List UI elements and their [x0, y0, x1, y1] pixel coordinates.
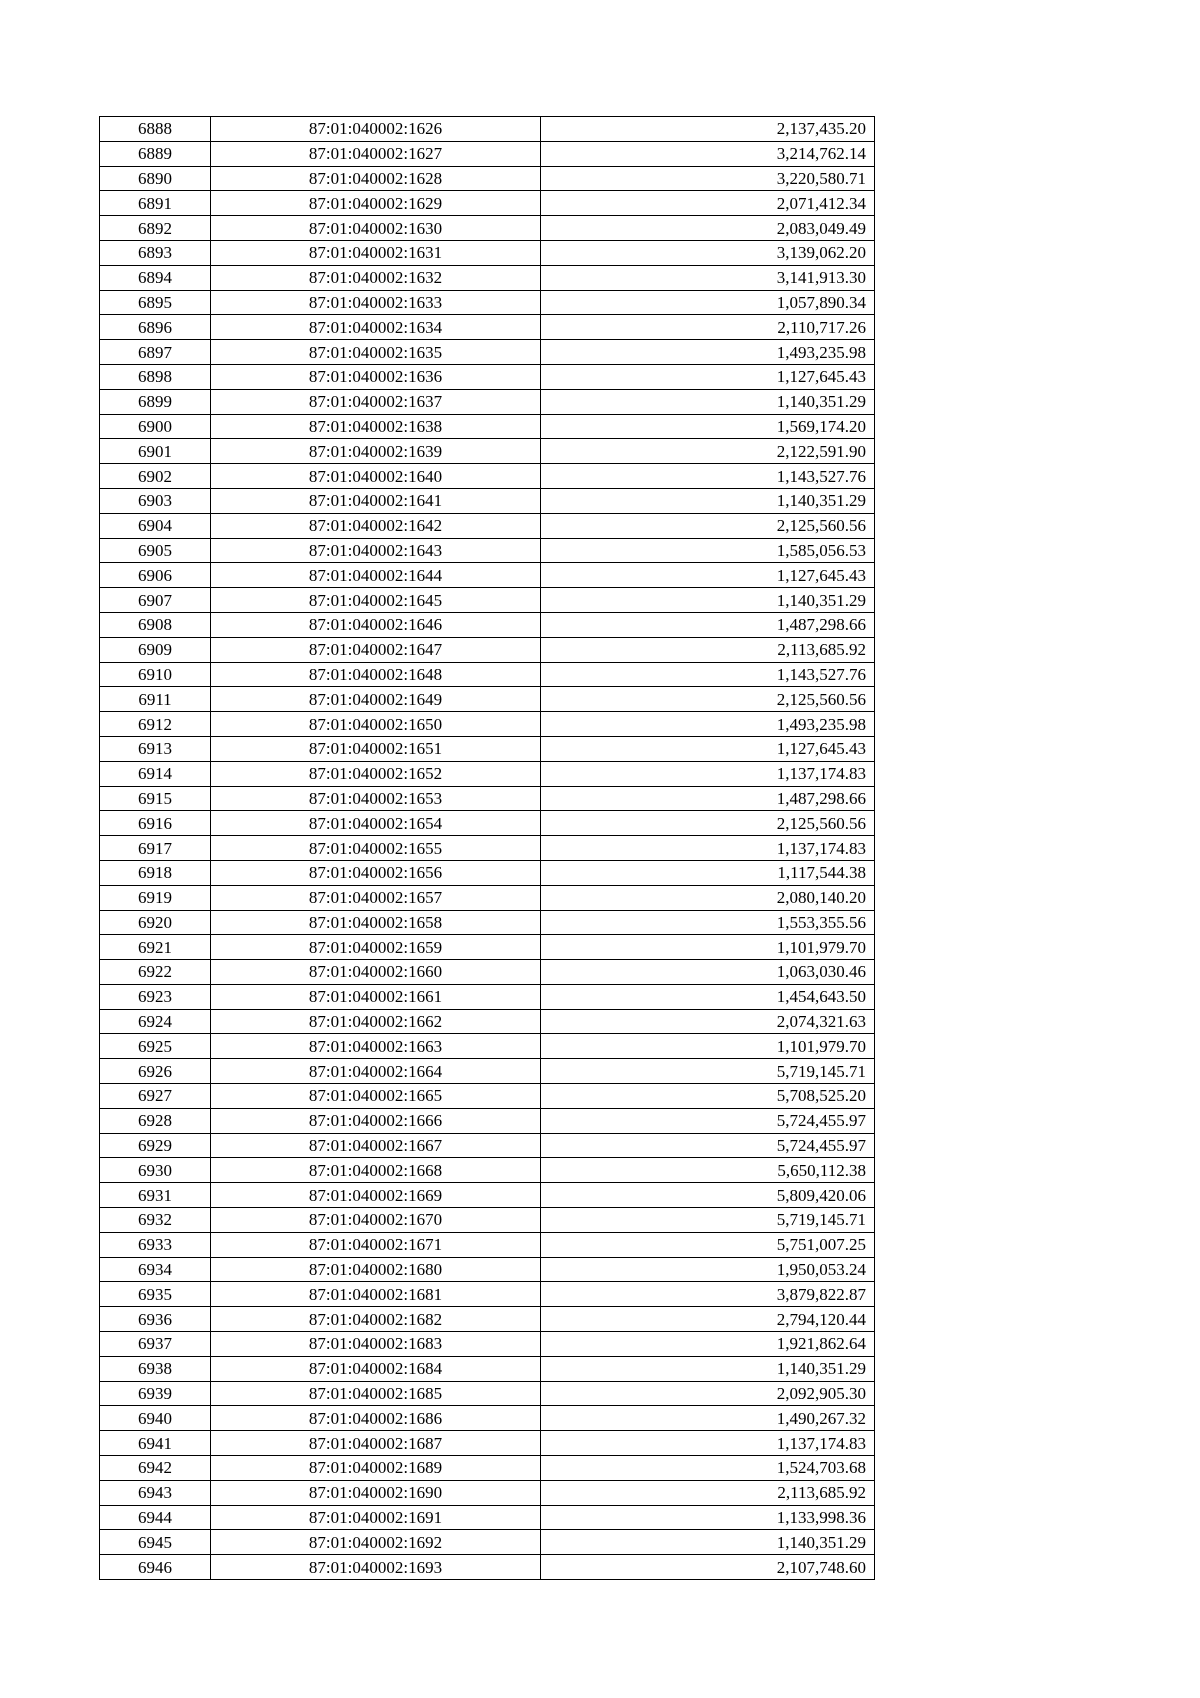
table-row	[100, 315, 875, 340]
cadastral-value-cell: 2,125,560.56	[541, 513, 875, 538]
cadastral-value-cell: 1,127,645.43	[541, 364, 875, 389]
table-row	[100, 1257, 875, 1282]
cadastral-value-cell: 2,074,321.63	[541, 1009, 875, 1034]
cadastral-value-cell: 1,143,527.76	[541, 464, 875, 489]
row-number-cell: 6895	[100, 290, 211, 315]
cadastral-value-cell: 1,101,979.70	[541, 935, 875, 960]
row-number-cell: 6940	[100, 1406, 211, 1431]
row-number-cell: 6902	[100, 464, 211, 489]
row-number-cell: 6931	[100, 1183, 211, 1208]
cadastral-value-cell: 2,125,560.56	[541, 687, 875, 712]
cadastral-value-cell: 1,454,643.50	[541, 984, 875, 1009]
table-row	[100, 910, 875, 935]
cadastral-value-cell: 3,139,062.20	[541, 240, 875, 265]
row-number-cell: 6915	[100, 786, 211, 811]
cadastral-value-cell: 1,493,235.98	[541, 340, 875, 365]
cadastral-number-cell: 87:01:040002:1668	[211, 1158, 541, 1183]
cadastral-number-cell: 87:01:040002:1650	[211, 712, 541, 737]
cadastral-value-cell: 3,879,822.87	[541, 1282, 875, 1307]
cadastral-number-cell: 87:01:040002:1627	[211, 141, 541, 166]
cadastral-number-cell: 87:01:040002:1631	[211, 240, 541, 265]
table-row	[100, 612, 875, 637]
table-row	[100, 1158, 875, 1183]
cadastral-value-cell: 1,117,544.38	[541, 860, 875, 885]
table-row	[100, 1530, 875, 1555]
table-row	[100, 265, 875, 290]
row-number-cell: 6892	[100, 216, 211, 241]
row-number-cell: 6926	[100, 1059, 211, 1084]
row-number-cell: 6932	[100, 1208, 211, 1233]
table-row	[100, 1282, 875, 1307]
cadastral-value-cell: 1,524,703.68	[541, 1456, 875, 1481]
cadastral-number-cell: 87:01:040002:1655	[211, 836, 541, 861]
table-row	[100, 786, 875, 811]
row-number-cell: 6901	[100, 439, 211, 464]
row-number-cell: 6934	[100, 1257, 211, 1282]
table-row	[100, 662, 875, 687]
cadastral-number-cell: 87:01:040002:1665	[211, 1084, 541, 1109]
table-row	[100, 141, 875, 166]
row-number-cell: 6943	[100, 1480, 211, 1505]
table-row	[100, 1133, 875, 1158]
table-row	[100, 340, 875, 365]
table-row	[100, 513, 875, 538]
cadastral-number-cell: 87:01:040002:1646	[211, 612, 541, 637]
cadastral-number-cell: 87:01:040002:1638	[211, 414, 541, 439]
table-row	[100, 885, 875, 910]
cadastral-number-cell: 87:01:040002:1658	[211, 910, 541, 935]
cadastral-number-cell: 87:01:040002:1693	[211, 1555, 541, 1580]
table-row	[100, 588, 875, 613]
cadastral-value-cell: 5,724,455.97	[541, 1108, 875, 1133]
cadastral-value-cell: 2,080,140.20	[541, 885, 875, 910]
cadastral-value-cell: 2,107,748.60	[541, 1555, 875, 1580]
cadastral-value-cell: 1,133,998.36	[541, 1505, 875, 1530]
cadastral-value-cell: 1,490,267.32	[541, 1406, 875, 1431]
cadastral-value-cell: 5,719,145.71	[541, 1059, 875, 1084]
row-number-cell: 6899	[100, 389, 211, 414]
table-row	[100, 538, 875, 563]
row-number-cell: 6893	[100, 240, 211, 265]
table-row	[100, 1456, 875, 1481]
cadastral-value-cell: 5,809,420.06	[541, 1183, 875, 1208]
row-number-cell: 6910	[100, 662, 211, 687]
cadastral-value-cell: 2,794,120.44	[541, 1307, 875, 1332]
cadastral-number-cell: 87:01:040002:1656	[211, 860, 541, 885]
row-number-cell: 6929	[100, 1133, 211, 1158]
cadastral-number-cell: 87:01:040002:1626	[211, 117, 541, 142]
table-row	[100, 935, 875, 960]
cadastral-number-cell: 87:01:040002:1660	[211, 960, 541, 985]
table-row	[100, 1555, 875, 1580]
row-number-cell: 6936	[100, 1307, 211, 1332]
row-number-cell: 6914	[100, 761, 211, 786]
cadastral-number-cell: 87:01:040002:1659	[211, 935, 541, 960]
cadastral-number-cell: 87:01:040002:1636	[211, 364, 541, 389]
row-number-cell: 6938	[100, 1356, 211, 1381]
cadastral-number-cell: 87:01:040002:1653	[211, 786, 541, 811]
row-number-cell: 6946	[100, 1555, 211, 1580]
cadastral-value-cell: 2,137,435.20	[541, 117, 875, 142]
cadastral-value-cell: 1,127,645.43	[541, 736, 875, 761]
table-row	[100, 712, 875, 737]
table-row	[100, 1208, 875, 1233]
cadastral-value-cell: 1,140,351.29	[541, 588, 875, 613]
cadastral-number-cell: 87:01:040002:1682	[211, 1307, 541, 1332]
cadastral-value-cell: 5,724,455.97	[541, 1133, 875, 1158]
cadastral-number-cell: 87:01:040002:1651	[211, 736, 541, 761]
cadastral-number-cell: 87:01:040002:1642	[211, 513, 541, 538]
row-number-cell: 6941	[100, 1431, 211, 1456]
cadastral-value-cell: 1,140,351.29	[541, 389, 875, 414]
cadastral-value-cell: 5,751,007.25	[541, 1232, 875, 1257]
cadastral-number-cell: 87:01:040002:1657	[211, 885, 541, 910]
table-row	[100, 1431, 875, 1456]
cadastral-number-cell: 87:01:040002:1690	[211, 1480, 541, 1505]
cadastral-number-cell: 87:01:040002:1647	[211, 637, 541, 662]
row-number-cell: 6925	[100, 1034, 211, 1059]
cadastral-number-cell: 87:01:040002:1663	[211, 1034, 541, 1059]
cadastral-value-cell: 1,493,235.98	[541, 712, 875, 737]
table-row	[100, 736, 875, 761]
table-row	[100, 860, 875, 885]
cadastral-value-cell: 1,137,174.83	[541, 836, 875, 861]
cadastral-value-cell: 3,141,913.30	[541, 265, 875, 290]
cadastral-number-cell: 87:01:040002:1637	[211, 389, 541, 414]
row-number-cell: 6917	[100, 836, 211, 861]
table-row	[100, 1059, 875, 1084]
cadastral-number-cell: 87:01:040002:1630	[211, 216, 541, 241]
cadastral-value-cell: 2,113,685.92	[541, 1480, 875, 1505]
row-number-cell: 6906	[100, 563, 211, 588]
cadastral-number-cell: 87:01:040002:1670	[211, 1208, 541, 1233]
cadastral-value-cell: 1,585,056.53	[541, 538, 875, 563]
cadastral-number-cell: 87:01:040002:1664	[211, 1059, 541, 1084]
row-number-cell: 6896	[100, 315, 211, 340]
row-number-cell: 6913	[100, 736, 211, 761]
row-number-cell: 6942	[100, 1456, 211, 1481]
cadastral-number-cell: 87:01:040002:1687	[211, 1431, 541, 1456]
cadastral-number-cell: 87:01:040002:1654	[211, 811, 541, 836]
table-row	[100, 414, 875, 439]
cadastral-value-cell: 5,650,112.38	[541, 1158, 875, 1183]
cadastral-value-cell: 2,110,717.26	[541, 315, 875, 340]
row-number-cell: 6908	[100, 612, 211, 637]
cadastral-number-cell: 87:01:040002:1635	[211, 340, 541, 365]
cadastral-number-cell: 87:01:040002:1661	[211, 984, 541, 1009]
cadastral-number-cell: 87:01:040002:1667	[211, 1133, 541, 1158]
cadastral-number-cell: 87:01:040002:1632	[211, 265, 541, 290]
cadastral-value-cell: 2,122,591.90	[541, 439, 875, 464]
row-number-cell: 6897	[100, 340, 211, 365]
row-number-cell: 6900	[100, 414, 211, 439]
row-number-cell: 6924	[100, 1009, 211, 1034]
row-number-cell: 6889	[100, 141, 211, 166]
table-row	[100, 464, 875, 489]
row-number-cell: 6935	[100, 1282, 211, 1307]
cadastral-number-cell: 87:01:040002:1691	[211, 1505, 541, 1530]
table-row	[100, 761, 875, 786]
row-number-cell: 6928	[100, 1108, 211, 1133]
table-row	[100, 811, 875, 836]
cadastral-value-cell: 1,140,351.29	[541, 1530, 875, 1555]
table-row	[100, 836, 875, 861]
table-body	[100, 117, 875, 1580]
cadastral-number-cell: 87:01:040002:1639	[211, 439, 541, 464]
cadastral-number-cell: 87:01:040002:1692	[211, 1530, 541, 1555]
table-row	[100, 960, 875, 985]
table-row	[100, 488, 875, 513]
cadastral-value-cell: 2,083,049.49	[541, 216, 875, 241]
row-number-cell: 6944	[100, 1505, 211, 1530]
cadastral-number-cell: 87:01:040002:1689	[211, 1456, 541, 1481]
cadastral-number-cell: 87:01:040002:1633	[211, 290, 541, 315]
row-number-cell: 6945	[100, 1530, 211, 1555]
cadastral-number-cell: 87:01:040002:1648	[211, 662, 541, 687]
cadastral-number-cell: 87:01:040002:1640	[211, 464, 541, 489]
row-number-cell: 6923	[100, 984, 211, 1009]
cadastral-value-cell: 3,214,762.14	[541, 141, 875, 166]
table-row	[100, 1332, 875, 1357]
cadastral-value-cell: 1,140,351.29	[541, 488, 875, 513]
cadastral-number-cell: 87:01:040002:1649	[211, 687, 541, 712]
cadastral-number-cell: 87:01:040002:1652	[211, 761, 541, 786]
table-row	[100, 1232, 875, 1257]
table-row	[100, 1307, 875, 1332]
table-row	[100, 216, 875, 241]
row-number-cell: 6891	[100, 191, 211, 216]
cadastral-number-cell: 87:01:040002:1644	[211, 563, 541, 588]
cadastral-value-cell: 1,063,030.46	[541, 960, 875, 985]
row-number-cell: 6903	[100, 488, 211, 513]
table-row	[100, 1183, 875, 1208]
table-row	[100, 439, 875, 464]
cadastral-number-cell: 87:01:040002:1629	[211, 191, 541, 216]
table-row	[100, 1406, 875, 1431]
table-row	[100, 1108, 875, 1133]
cadastral-value-cell: 3,220,580.71	[541, 166, 875, 191]
cadastral-value-cell: 1,057,890.34	[541, 290, 875, 315]
cadastral-value-cell: 2,125,560.56	[541, 811, 875, 836]
cadastral-value-cell: 1,140,351.29	[541, 1356, 875, 1381]
cadastral-value-cell: 1,101,979.70	[541, 1034, 875, 1059]
cadastral-number-cell: 87:01:040002:1641	[211, 488, 541, 513]
table-row	[100, 364, 875, 389]
table-row	[100, 1034, 875, 1059]
cadastral-value-cell: 1,137,174.83	[541, 1431, 875, 1456]
table-row	[100, 563, 875, 588]
cadastral-value-cell: 1,487,298.66	[541, 786, 875, 811]
row-number-cell: 6904	[100, 513, 211, 538]
cadastral-number-cell: 87:01:040002:1628	[211, 166, 541, 191]
table-row	[100, 1084, 875, 1109]
row-number-cell: 6927	[100, 1084, 211, 1109]
cadastral-value-cell: 2,092,905.30	[541, 1381, 875, 1406]
cadastral-value-cell: 2,113,685.92	[541, 637, 875, 662]
cadastral-number-cell: 87:01:040002:1681	[211, 1282, 541, 1307]
row-number-cell: 6922	[100, 960, 211, 985]
table-row	[100, 117, 875, 142]
table-row	[100, 637, 875, 662]
row-number-cell: 6888	[100, 117, 211, 142]
table-row	[100, 191, 875, 216]
row-number-cell: 6919	[100, 885, 211, 910]
cadastral-value-cell: 2,071,412.34	[541, 191, 875, 216]
row-number-cell: 6907	[100, 588, 211, 613]
cadastral-value-cell: 1,487,298.66	[541, 612, 875, 637]
row-number-cell: 6890	[100, 166, 211, 191]
table-row	[100, 1356, 875, 1381]
cadastral-number-cell: 87:01:040002:1683	[211, 1332, 541, 1357]
table-row	[100, 290, 875, 315]
cadastral-value-cell: 1,137,174.83	[541, 761, 875, 786]
row-number-cell: 6911	[100, 687, 211, 712]
cadastral-value-cell: 1,553,355.56	[541, 910, 875, 935]
row-number-cell: 6912	[100, 712, 211, 737]
row-number-cell: 6921	[100, 935, 211, 960]
row-number-cell: 6894	[100, 265, 211, 290]
cadastral-number-cell: 87:01:040002:1645	[211, 588, 541, 613]
row-number-cell: 6916	[100, 811, 211, 836]
cadastral-number-cell: 87:01:040002:1666	[211, 1108, 541, 1133]
cadastral-value-cell: 1,921,862.64	[541, 1332, 875, 1357]
cadastral-number-cell: 87:01:040002:1685	[211, 1381, 541, 1406]
cadastral-number-cell: 87:01:040002:1671	[211, 1232, 541, 1257]
table-row	[100, 984, 875, 1009]
row-number-cell: 6898	[100, 364, 211, 389]
row-number-cell: 6905	[100, 538, 211, 563]
table-row	[100, 389, 875, 414]
table-row	[100, 1009, 875, 1034]
cadastral-number-cell: 87:01:040002:1684	[211, 1356, 541, 1381]
cadastral-number-cell: 87:01:040002:1643	[211, 538, 541, 563]
cadastral-value-cell: 5,708,525.20	[541, 1084, 875, 1109]
row-number-cell: 6939	[100, 1381, 211, 1406]
cadastral-number-cell: 87:01:040002:1686	[211, 1406, 541, 1431]
table-row	[100, 1480, 875, 1505]
row-number-cell: 6909	[100, 637, 211, 662]
cadastral-value-cell: 1,950,053.24	[541, 1257, 875, 1282]
table-row	[100, 240, 875, 265]
cadastral-value-cell: 1,569,174.20	[541, 414, 875, 439]
table-row	[100, 1381, 875, 1406]
table-row	[100, 166, 875, 191]
cadastral-number-cell: 87:01:040002:1680	[211, 1257, 541, 1282]
cadastral-value-cell: 1,143,527.76	[541, 662, 875, 687]
table-row	[100, 1505, 875, 1530]
cadastral-number-cell: 87:01:040002:1669	[211, 1183, 541, 1208]
row-number-cell: 6930	[100, 1158, 211, 1183]
cadastral-value-cell: 1,127,645.43	[541, 563, 875, 588]
cadastral-number-cell: 87:01:040002:1634	[211, 315, 541, 340]
cadastral-value-cell: 5,719,145.71	[541, 1208, 875, 1233]
row-number-cell: 6937	[100, 1332, 211, 1357]
row-number-cell: 6918	[100, 860, 211, 885]
row-number-cell: 6920	[100, 910, 211, 935]
row-number-cell: 6933	[100, 1232, 211, 1257]
cadastral-number-cell: 87:01:040002:1662	[211, 1009, 541, 1034]
cadastral-value-table	[99, 116, 875, 1580]
table-row	[100, 687, 875, 712]
